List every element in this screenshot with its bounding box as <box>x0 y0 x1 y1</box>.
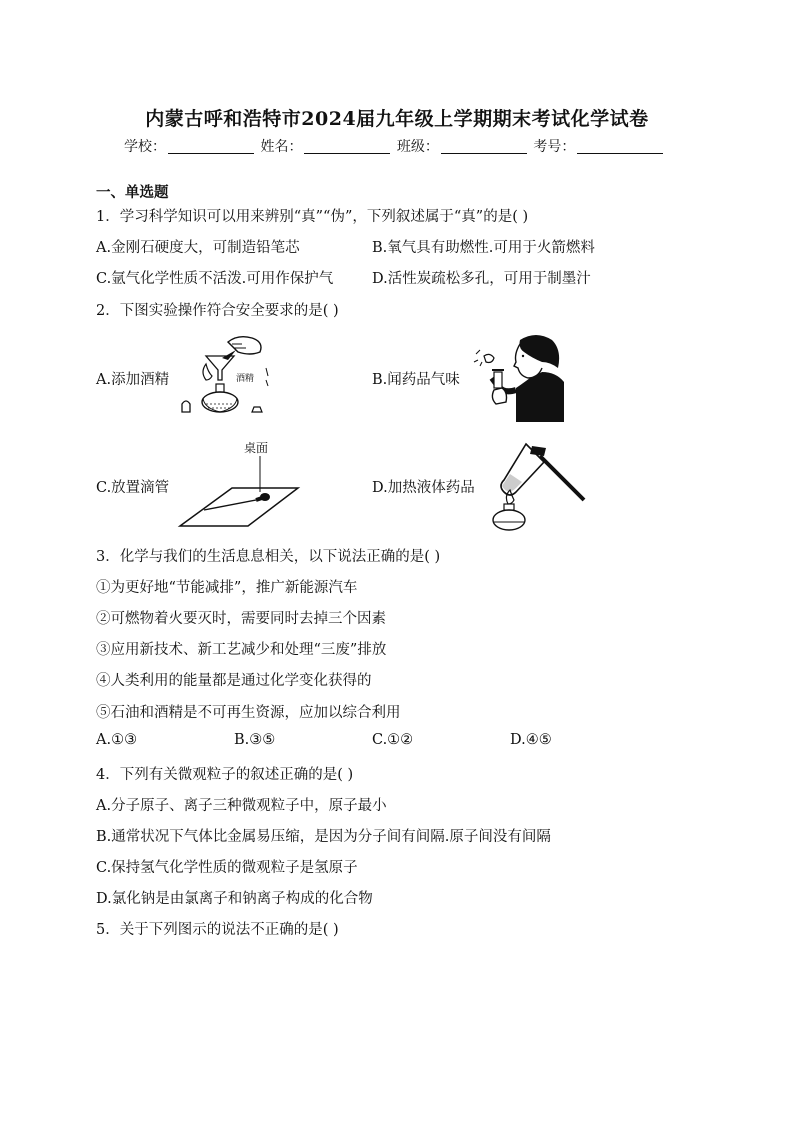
q3-statement-3: ③应用新技术、新工艺减少和处理“三废”排放 <box>96 642 387 658</box>
q4-option-a: A.分子原子、离子三种微观粒子中，原子最小 <box>96 798 387 814</box>
q2-option-c: C.放置滴管 <box>96 480 170 496</box>
class-label: 班级： <box>396 139 439 155</box>
q1-option-b: B.氧气具有助燃性.可用于火箭燃料 <box>372 240 595 256</box>
number-blank[interactable] <box>577 139 663 154</box>
class-blank[interactable] <box>441 139 527 154</box>
fig-dropper-on-table <box>176 440 306 532</box>
q4-option-d: D.氯化钠是由氯离子和钠离子构成的化合物 <box>96 891 373 907</box>
q3-option-a: A.①③ <box>96 732 138 748</box>
fig-adding-alcohol <box>176 332 276 418</box>
q4-stem: 4．下列有关微观粒子的叙述正确的是( ) <box>96 767 354 783</box>
q5-stem: 5．关于下列图示的说法不正确的是( ) <box>96 922 339 938</box>
q4-option-c: C.保持氢气化学性质的微观粒子是氢原子 <box>96 860 358 876</box>
fig-a-label: 酒精 <box>236 374 255 384</box>
q2-option-a: A.添加酒精 <box>96 372 170 388</box>
exam-title: 内蒙古呼和浩特市2024届九年级上学期期末考试化学试卷 <box>145 108 649 130</box>
q1-option-d: D.活性炭疏松多孔，可用于制墨汁 <box>372 271 591 287</box>
q4-option-b: B.通常状况下气体比金属易压缩，是因为分子间有间隔.原子间没有间隔 <box>96 829 551 845</box>
q3-statement-1: ①为更好地“节能减排”，推广新能源汽车 <box>96 580 358 596</box>
q1-option-a: A.金刚石硬度大，可制造铅笔芯 <box>96 240 300 256</box>
school-label: 学校： <box>124 139 166 155</box>
q3-statement-5: ⑤石油和酒精是不可再生资源，应加以综合利用 <box>96 705 401 721</box>
q3-option-d: D.④⑤ <box>510 732 552 748</box>
q2-option-b: B.闻药品气味 <box>372 372 460 388</box>
fig-smelling-chemical <box>470 332 566 422</box>
q2-stem: 2．下图实验操作符合安全要求的是( ) <box>96 303 339 319</box>
fig-heating-liquid <box>486 438 590 534</box>
student-info-line <box>124 136 665 156</box>
number-label: 考号： <box>533 139 576 155</box>
q2-option-d: D.加热液体药品 <box>372 480 475 496</box>
fig-c-label: 桌面 <box>244 441 269 455</box>
q3-statement-2: ②可燃物着火要灭时，需要同时去掉三个因素 <box>96 611 386 627</box>
name-label: 姓名： <box>260 139 303 155</box>
q3-option-c: C.①② <box>372 732 414 748</box>
section-title: 一、单选题 <box>96 184 169 201</box>
q1-stem: 1．学习科学知识可以用来辨别“真”“伪”，下列叙述属于“真”的是( ) <box>96 209 529 225</box>
q3-statement-4: ④人类利用的能量都是通过化学变化获得的 <box>96 673 372 689</box>
q1-option-c: C.氩气化学性质不活泼.可用作保护气 <box>96 271 334 287</box>
q3-stem: 3．化学与我们的生活息息相关，以下说法正确的是( ) <box>96 549 441 565</box>
q3-option-b: B.③⑤ <box>234 732 276 748</box>
name-blank[interactable] <box>304 139 390 154</box>
school-blank[interactable] <box>168 139 254 154</box>
